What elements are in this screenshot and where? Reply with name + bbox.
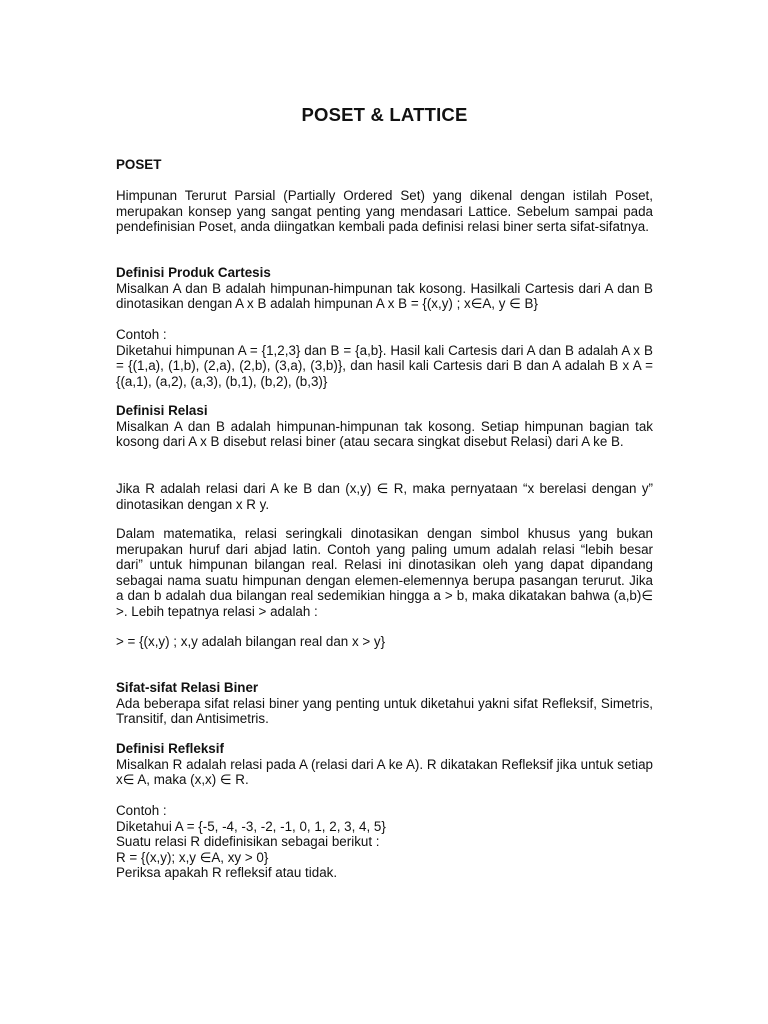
cartesius-section <box>116 265 653 312</box>
example-1-paragraph: Diketahui himpunan A = {1,2,3} dan B = {a,b}. Hasil kali Cartesis dari A dan B adalah A x B = {(1,a), (1,b), (2,a), (2,b), (3,a), (3,b)}, dan hasil kali Cartesis dari B dan A adalah B x A = {(a,1), (a,2), (a,3), (b,1), (b,2), (b,3)} <box>116 342 653 389</box>
refleksif-paragraph: Misalkan R adalah relasi pada A (relasi dari A ke A). R dikatakan Refleksif jika untuk setiap x∈ A, maka (x,x) ∈ R. <box>116 756 653 788</box>
cartesius-paragraph: Misalkan A dan B adalah himpunan-himpunan tak kosong. Hasilkali Cartesis dari A dan B dinotasikan dengan A x B adalah himpunan A x B = {(x,y) ; x∈A, y ∈ B} <box>116 280 653 312</box>
relasi-notation-paragraph: Jika R adalah relasi dari A ke B dan (x,y) ∈ R, maka pernyataan “x berelasi dengan y” dinotasikan dengan x R y. <box>116 481 653 512</box>
refleksif-section <box>116 741 653 788</box>
section-heading: POSET <box>116 157 162 172</box>
refleksif-heading: Definisi Refleksif <box>116 741 224 756</box>
example-2-line-2: Suatu relasi R didefinisikan sebagai berikut : <box>116 834 380 850</box>
relasi-formula <box>116 634 653 650</box>
sifat-paragraph: Ada beberapa sifat relasi biner yang penting untuk diketahui yakni sifat Refleksif, Simetris, Transitif, dan Antisimetris. <box>116 695 653 727</box>
relasi-symbol-paragraph: Dalam matematika, relasi seringkali dinotasikan dengan simbol khusus yang bukan merupakan huruf dari abjad latin. Contoh yang paling umum adalah relasi “lebih besar dari” untuk himpunan bilangan real. Relasi ini dinotasikan oleh yang dapat dipandang sebagai nama suatu himpunan dengan elemen-elemennya berupa pasangan terurut. Jika a dan b adalah dua bilangan real sedemikian hingga a > b, maka dikatakan bahwa (a,b)∈ >. Lebih tepatnya relasi > adalah : <box>116 526 653 619</box>
example-label: Contoh : <box>116 327 167 342</box>
example-label: Contoh : <box>116 803 167 818</box>
relasi-paragraph: Misalkan A dan B adalah himpunan-himpunan tak kosong. Setiap himpunan bagian tak kosong dari A x B disebut relasi biner (atau secara singkat disebut Relasi) dari A ke B. <box>116 418 653 450</box>
example-2-line-4: Periksa apakah R refleksif atau tidak. <box>116 865 338 881</box>
sifat-section <box>116 680 653 727</box>
relasi-heading: Definisi Relasi <box>116 403 208 418</box>
example-1 <box>116 327 653 389</box>
intro-paragraph: Himpunan Terurut Parsial (Partially Ordered Set) yang dikenal dengan istilah Poset, merupakan konsep yang sangat penting yang mendasari Lattice. Sebelum sampai pada pendefinisian Poset, anda diingatkan kembali pada definisi relasi biner serta sifat-sifatnya. <box>116 188 653 235</box>
example-2 <box>116 803 653 881</box>
formula-line: > = {(x,y) ; x,y adalah bilangan real dan x > y} <box>116 634 386 649</box>
sifat-heading: Sifat-sifat Relasi Biner <box>116 680 259 695</box>
page-title: POSET & LATTICE <box>301 104 468 125</box>
relasi-section <box>116 403 653 450</box>
example-2-line-3: R = {(x,y); x,y ∈A, xy > 0} <box>116 849 269 865</box>
cartesius-heading: Definisi Produk Cartesis <box>116 265 271 280</box>
example-2-line-1: Diketahui A = {-5, -4, -3, -2, -1, 0, 1, 2, 3, 4, 5} <box>116 818 386 834</box>
section-heading-poset <box>116 157 653 173</box>
